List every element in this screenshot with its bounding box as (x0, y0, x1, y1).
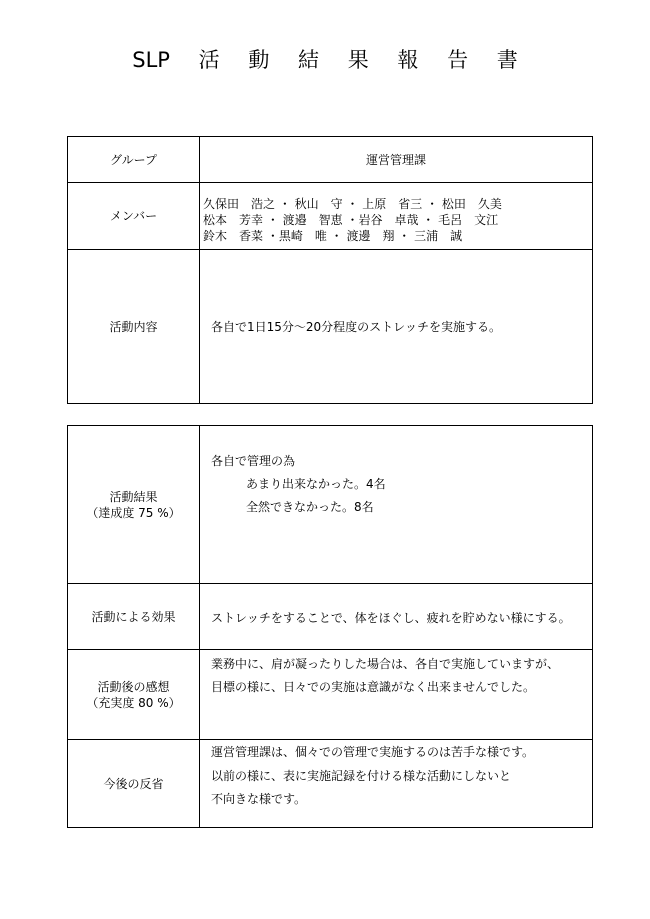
impression-line: 目標の様に、日々での実施は意識がなく出来ませんでした。 (211, 680, 536, 694)
reflection-line: 不向きな様です。 (211, 792, 307, 806)
activity-value: 各自で1日15分～20分程度のストレッチを実施する。 (211, 320, 502, 334)
effect-value-cell (200, 584, 592, 649)
result-row (68, 426, 592, 583)
member-line: 鈴木 香菜 ・黒崎 唯 ・ 渡邊 翔 ・ 三浦 誠 (203, 229, 463, 243)
impression-line: 業務中に、肩が凝ったりした場合は、各自で実施していますが、 (211, 657, 560, 671)
result-line: 各自で管理の為 (211, 454, 296, 468)
title-part: SLP (132, 48, 170, 72)
reflection-row (68, 739, 592, 828)
group-row (68, 137, 592, 182)
result-value-cell (200, 426, 592, 583)
overview-table (67, 136, 593, 404)
reflection-label: 今後の反省 (68, 740, 200, 828)
title-part: 書 (496, 48, 518, 72)
title-part: 告 (447, 48, 469, 72)
title-part: 動 (248, 48, 270, 72)
title-part: 結 (298, 48, 319, 72)
impression-label: 活動後の感想 (97, 679, 170, 694)
group-value-cell (200, 137, 592, 182)
result-label-cell (68, 426, 200, 583)
effect-value: ストレッチをすることで、体をほぐし、疲れを貯めない様にする。 (211, 611, 571, 625)
member-label: メンバー (68, 183, 200, 249)
title-part: 果 (347, 48, 369, 72)
result-line: あまり出来なかった。4名 (246, 477, 386, 491)
member-line: 松本 芳幸 ・ 渡邉 智恵 ・岩谷 卓哉 ・ 毛呂 文江 (203, 213, 499, 227)
member-value-cell (200, 183, 592, 249)
impression-sublabel: （充実度 80 %） (86, 695, 181, 710)
impression-row (68, 649, 592, 739)
title-part: 活 (198, 48, 220, 72)
document-title (0, 44, 650, 74)
results-table (67, 425, 593, 828)
group-label: グループ (68, 137, 200, 182)
impression-value-cell (200, 650, 592, 739)
result-line: 全然できなかった。8名 (246, 500, 374, 514)
group-value: 運営管理課 (365, 153, 426, 167)
result-label: 活動結果 (109, 489, 158, 504)
impression-label-cell (68, 650, 200, 739)
reflection-value-cell (200, 740, 592, 828)
result-sublabel: （達成度 75 %） (86, 505, 181, 520)
activity-row (68, 249, 592, 404)
reflection-line: 運営管理課は、個々での管理で実施するのは苦手な様です。 (211, 745, 535, 759)
member-line: 久保田 浩之 ・ 秋山 守 ・ 上原 省三 ・ 松田 久美 (203, 197, 502, 211)
title-part: 報 (397, 48, 419, 72)
activity-label: 活動内容 (68, 250, 200, 404)
effect-row (68, 583, 592, 649)
reflection-line: 以前の様に、表に実施記録を付ける様な活動にしないと (211, 769, 512, 783)
activity-value-cell (200, 250, 592, 404)
effect-label: 活動による効果 (68, 584, 200, 649)
member-row (68, 182, 592, 249)
